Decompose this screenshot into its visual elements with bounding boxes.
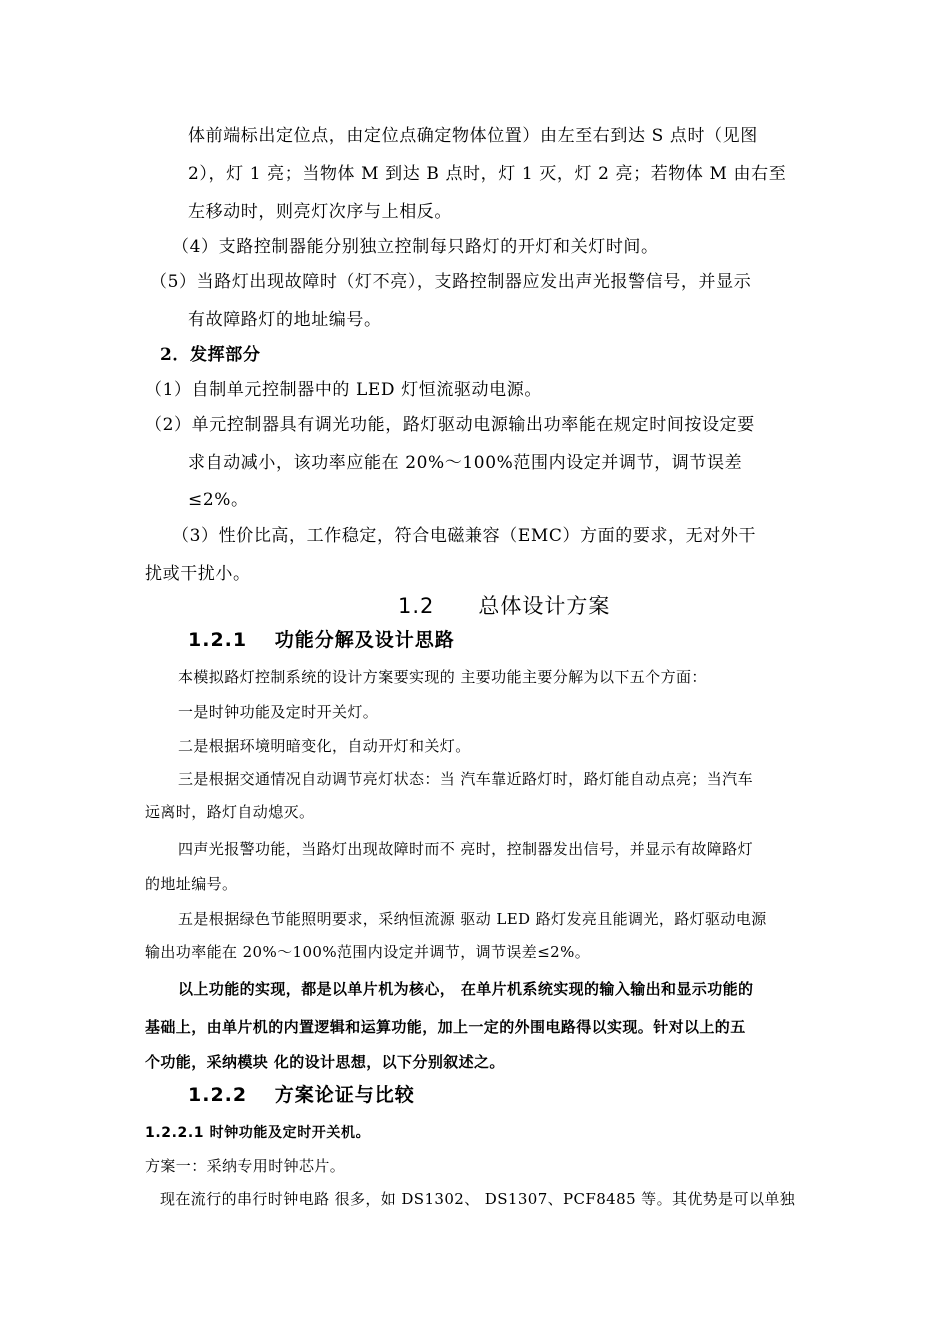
text-line: 现在流行的串行时钟电路 很多，如 DS1302、 DS1307、PCF8485 等。其优势是可以单独 bbox=[160, 1190, 796, 1208]
text-line: 一是时钟功能及定时开关灯。 bbox=[178, 703, 379, 721]
text-line: （2）单元控制器具有调光功能，路灯驱动电源输出功率能在规定时间按设定要 bbox=[145, 415, 755, 435]
text-line: 的地址编号。 bbox=[145, 875, 238, 893]
heading-1-2-2-1: 1.2.2.1 时钟功能及定时开关机。 bbox=[145, 1125, 371, 1141]
text-line-bold: 基础上，由单片机的内置逻辑和运算功能，加上一定的外围电路得以实现。针对以上的五 bbox=[145, 1018, 746, 1036]
text-line: 2），灯 1 亮；当物体 M 到达 B 点时，灯 1 灭，灯 2 亮；若物体 M 由右至 bbox=[188, 164, 787, 184]
text-line: 远离时，路灯自动熄灭。 bbox=[145, 803, 315, 821]
section-heading: 2．发挥部分 bbox=[160, 345, 261, 365]
heading-1-2-2: 1.2.2 方案论证与比较 bbox=[188, 1084, 415, 1106]
text-line: 扰或干扰小。 bbox=[145, 564, 251, 584]
text-line: （3）性价比高，工作稳定，符合电磁兼容（EMC）方面的要求，无对外干 bbox=[172, 526, 757, 546]
text-line: 二是根据环境明暗变化，自动开灯和关灯。 bbox=[178, 737, 471, 755]
text-line: 五是根据绿色节能照明要求，采纳恒流源 驱动 LED 路灯发亮且能调光，路灯驱动电源 bbox=[178, 910, 767, 928]
text-line: （5）当路灯出现故障时（灯不亮），支路控制器应发出声光报警信号，并显示 bbox=[150, 272, 752, 292]
text-line: 左移动时，则亮灯次序与上相反。 bbox=[188, 202, 452, 222]
text-line: 有故障路灯的地址编号。 bbox=[188, 310, 382, 330]
text-line: 本模拟路灯控制系统的设计方案要实现的 主要功能主要分解为以下五个方面： bbox=[178, 668, 707, 686]
text-line: 求自动减小，该功率应能在 20%～100%范围内设定并调节，调节误差 bbox=[188, 453, 743, 473]
text-line-bold: 个功能，采纳模块 化的设计思想，以下分别叙述之。 bbox=[145, 1053, 505, 1071]
text-line: 输出功率能在 20%～100%范围内设定并调节，调节误差≤2%。 bbox=[145, 943, 591, 961]
text-line: 四声光报警功能，当路灯出现故障时而不 亮时，控制器发出信号，并显示有故障路灯 bbox=[178, 840, 753, 858]
heading-1-2: 1.2 总体设计方案 bbox=[398, 594, 611, 618]
text-line-bold: 以上功能的实现，都是以单片机为核心， 在单片机系统实现的输入输出和显示功能的 bbox=[178, 980, 754, 998]
text-line: ≤2%。 bbox=[188, 490, 249, 510]
text-line: 方案一：采纳专用时钟芯片。 bbox=[145, 1157, 346, 1175]
text-line: （1）自制单元控制器中的 LED 灯恒流驱动电源。 bbox=[145, 380, 542, 400]
text-line: （4）支路控制器能分别独立控制每只路灯的开灯和关灯时间。 bbox=[172, 237, 659, 257]
text-line: 三是根据交通情况自动调节亮灯状态：当 汽车靠近路灯时，路灯能自动点亮；当汽车 bbox=[178, 770, 753, 788]
text-line: 体前端标出定位点，由定位点确定物体位置）由左至右到达 S 点时（见图 bbox=[188, 126, 758, 146]
heading-1-2-1: 1.2.1 功能分解及设计思路 bbox=[188, 629, 455, 651]
